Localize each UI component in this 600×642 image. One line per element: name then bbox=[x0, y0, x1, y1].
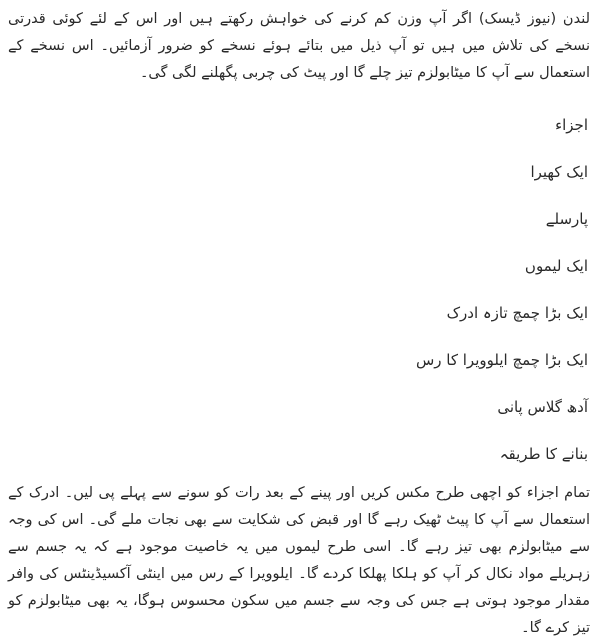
ingredient-item: ایک کھیرا bbox=[530, 163, 588, 181]
method-heading: بنانے کا طریقہ bbox=[499, 445, 588, 463]
ingredient-item: پارسلے bbox=[545, 210, 588, 228]
ingredient-item: ایک بڑا چمچ ایلوویرا کا رس bbox=[415, 351, 588, 369]
ingredient-item: آدھ گلاس پانی bbox=[497, 398, 588, 416]
intro-paragraph: لندن (نیوز ڈیسک) اگر آپ وزن کم کرنے کی خواہش رکھتے ہیں اور اس کے لئے کوئی قدرتی نسخے کی تلاش میں ہیں تو آپ ذیل میں بتائے ہوئے نسخے کو ضرور آزمائیں۔ اس نسخے کے استعمال سے آپ کا میٹابولزم تیز چلے گا اور پیٹ کی چربی پگھلنے لگی گی۔ bbox=[8, 11, 590, 81]
ingredient-item: ایک لیموں bbox=[524, 257, 588, 275]
ingredients-heading: اجزاء bbox=[555, 116, 588, 134]
ingredient-item: ایک بڑا چمچ تازہ ادرک bbox=[446, 304, 588, 322]
method-paragraph: تمام اجزاء کو اچھی طرح مکس کریں اور پینے کے بعد رات کو سونے سے پہلے پی لیں۔ ادرک کے استعمال سے آپ کا پیٹ ٹھیک رہے گا اور قبض کی شکایت سے بھی نجات ملے گی۔ اس کی وجہ سے میٹابولزم بھی تیز رہے گا۔ اسی طرح لیموں میں یہ خاصیت موجود ہے کہ یہ جسم سے زہریلے مواد نکال کر آپ کو ہلکا پھلکا کردے گا۔ ایلوویرا کے رس میں اینٹی آکسیڈینٹس کی وافر مقدار موجود ہوتی ہے جس کی وجہ سے جسم میں سکون محسوس ہوگا، یہ بھی میٹابولزم کو تیز کرے گا۔ bbox=[8, 485, 590, 636]
